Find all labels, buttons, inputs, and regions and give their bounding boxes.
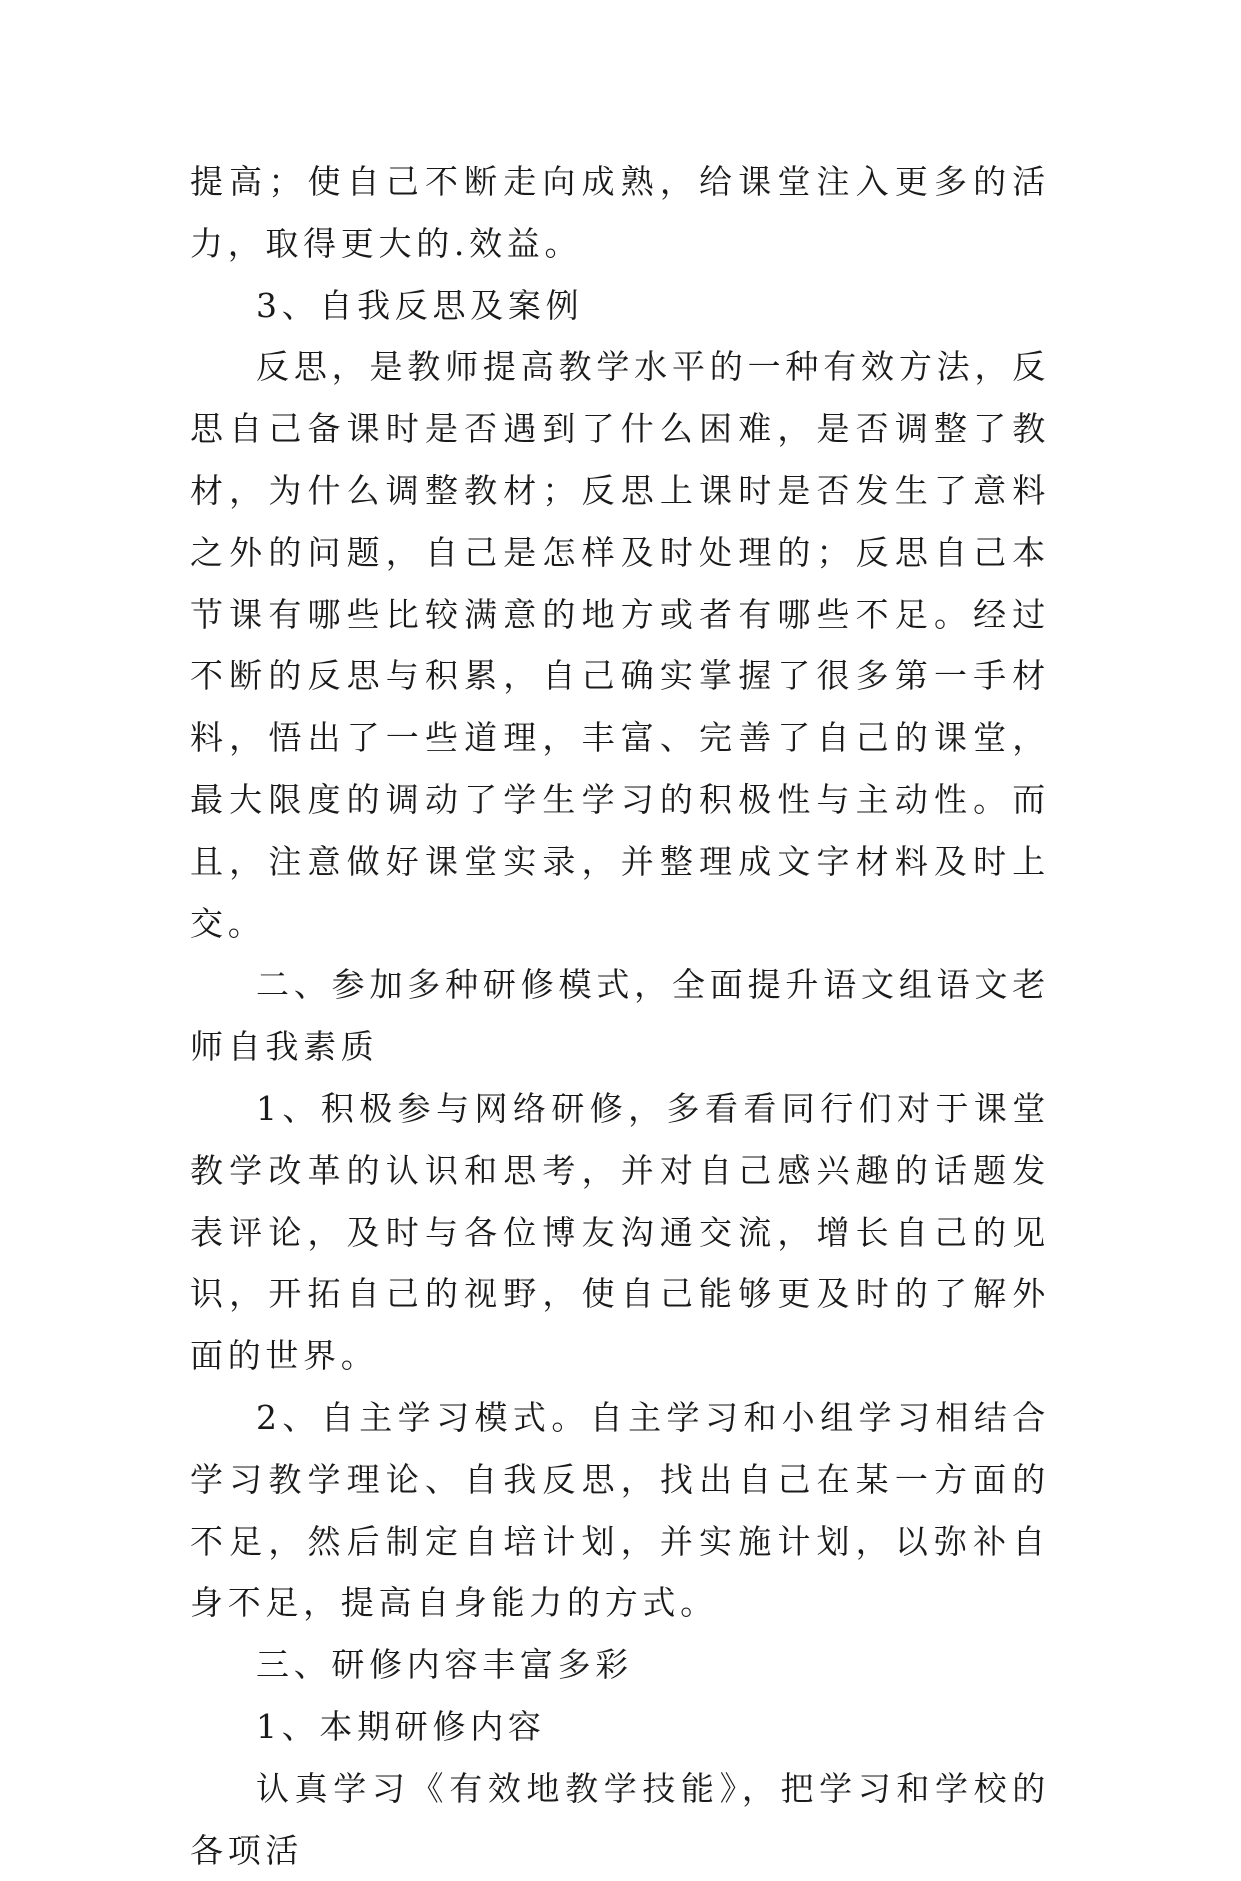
subheading-current-content: 1、本期研修内容 (256, 1706, 546, 1746)
paragraph-self-study: 2、自主学习模式。自主学习和小组学习相结合学习教学理论、自我反思，找出自己在某一方面的不足，然后制定自培计划，并实施计划，以弥补自身不足，提高自身能力的方式。 (190, 1397, 1050, 1623)
section-heading-three: 三、研修内容丰富多彩 (256, 1645, 633, 1685)
paragraph-reflection: 反思，是教师提高教学水平的一种有效方法，反思自己备课时是否遇到了什么困难，是否调整了教材，为什么调整教材；反思上课时是否发生了意料之外的问题，自己是怎样及时处理的；反思自己本节课有哪些比较满意的地方或者有哪些不足。经过不断的反思与积累，自己确实掌握了很多第一手材料，悟出了一些道理，丰富、完善了自己的课堂，最大限度的调动了学生学习的积极性与主动性。而且，注意做好课堂实录，并整理成文字材料及时上交。 (190, 347, 1050, 943)
section-heading-two: 二、参加多种研修模式，全面提升语文组语文老师自我素质 (190, 965, 1050, 1067)
subheading-self-reflection: 3、自我反思及案例 (256, 285, 584, 325)
paragraph-continuation: 提高；使自己不断走向成熟，给课堂注入更多的活力，取得更大的.效益。 (190, 162, 1050, 263)
document-body (190, 151, 1050, 1881)
paragraph-online-study: 1、积极参与网络研修，多看看同行们对于课堂教学改革的认识和思考，并对自己感兴趣的话题发表评论，及时与各位博友沟通交流，增长自己的见识，开拓自己的视野，使自己能够更及时的了解外面的世界。 (190, 1088, 1050, 1376)
paragraph-study-content: 认真学习《有效地教学技能》，把学习和学校的各项活 (190, 1768, 1050, 1870)
